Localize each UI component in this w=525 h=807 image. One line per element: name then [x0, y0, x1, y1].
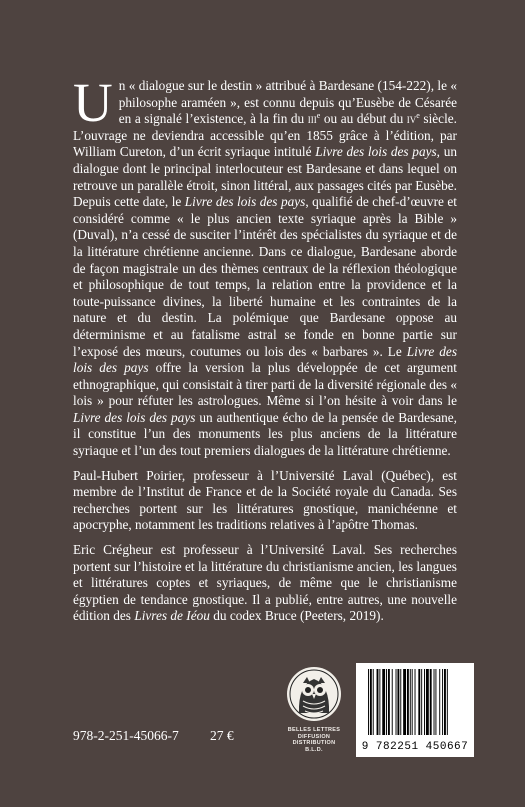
summary-paragraph: Un « dialogue sur le destin » attribué à Bardesane (154-222), le « philosophe araméen », est connu depuis qu’Eusèbe de Césarée en a signalé l’existence, à la fin du iii$^e$ ou au début du $iv^e$ siècle. L’ouvrage ne deviendra accessible qu’en 1855 grâce à l’édition, par William Cureton, d’un écrit syriaque intitulé Livre des lois des pays, un dialogue dont le principal interlocuteur est Bardesane et dans lequel on retrouve un parallèle étroit, sinon littéral, aux passages cités par Eusèbe. Depuis cette date, le Livre des lois des pays, qualifié de chef-d’œuvre et considéré comme « le plus ancien texte syriaque après la Bible » (Duval), n’a cessé de susciter l’intérêt des spécialistes du syriaque et de la littérature chrétienne ancienne. Dans ce dialogue, Bardesane aborde de façon magistrale un des thèmes centraux de la réflexion théologique et philosophique de tout temps, la relation entre la providence et la toute-puissance divines, la liberté humaine et les contraintes de la nature et du destin. La polémique que Bardesane oppose au déterminisme et au fatalisme astral se fonde en bonne partie sur l’exposé des mœurs, coutumes ou lois des « barbares ». Le Livre des lois des pays offre la version la plus développée de cet argument ethnographique, qui consistait à tirer parti de la diversité régionale des « lois » pour réfuter les astrologues. Même si l’on hésite à voir dans le Livre des lois des pays un authentique écho de la pensée de Bardesane, il constitue l’un des monuments les plus anciens de la littérature syriaque et l’un des tout premiers dialogues de la littérature chrétienne. — [73, 72, 458, 459]
distributor-name: BELLES LETTRES DIFFUSION DISTRIBUTION B.L.D. — [287, 727, 341, 753]
barcode-number: 9 782251 450667 — [361, 741, 469, 753]
isbn: 978-2-251-45066-7 — [73, 728, 179, 743]
barcode-bars — [356, 663, 474, 741]
author-bio-cregheur: Eric Crégheur est professeur à l’Université Laval. Ses recherches portent sur l’histoire et la littérature du christianisme ancien, les langues et littératures coptes et syriaques, de même que le christianisme égyptien de tendance gnostique. Il a publié, entre autres, une nouvelle édition des Livres de Iéou du codex Bruce (Peeters, 2019). — [73, 542, 457, 624]
owl-icon — [285, 663, 343, 725]
price: 27 € — [210, 728, 234, 743]
drop-cap: U — [73, 72, 113, 133]
price-isbn-line — [73, 728, 234, 744]
author-bio-poirier: Paul-Hubert Poirier, professeur à l’Université Laval (Québec), est membre de l’Institut de France et de la Société royale du Canada. Ses recherches portent sur les littératures gnostique, manichéenne et apocryphe, notamment les traditions relatives à l’apôtre Thomas. — [73, 467, 457, 533]
barcode — [356, 663, 474, 757]
distributor-logo — [285, 663, 343, 773]
back-cover-text — [73, 72, 458, 633]
